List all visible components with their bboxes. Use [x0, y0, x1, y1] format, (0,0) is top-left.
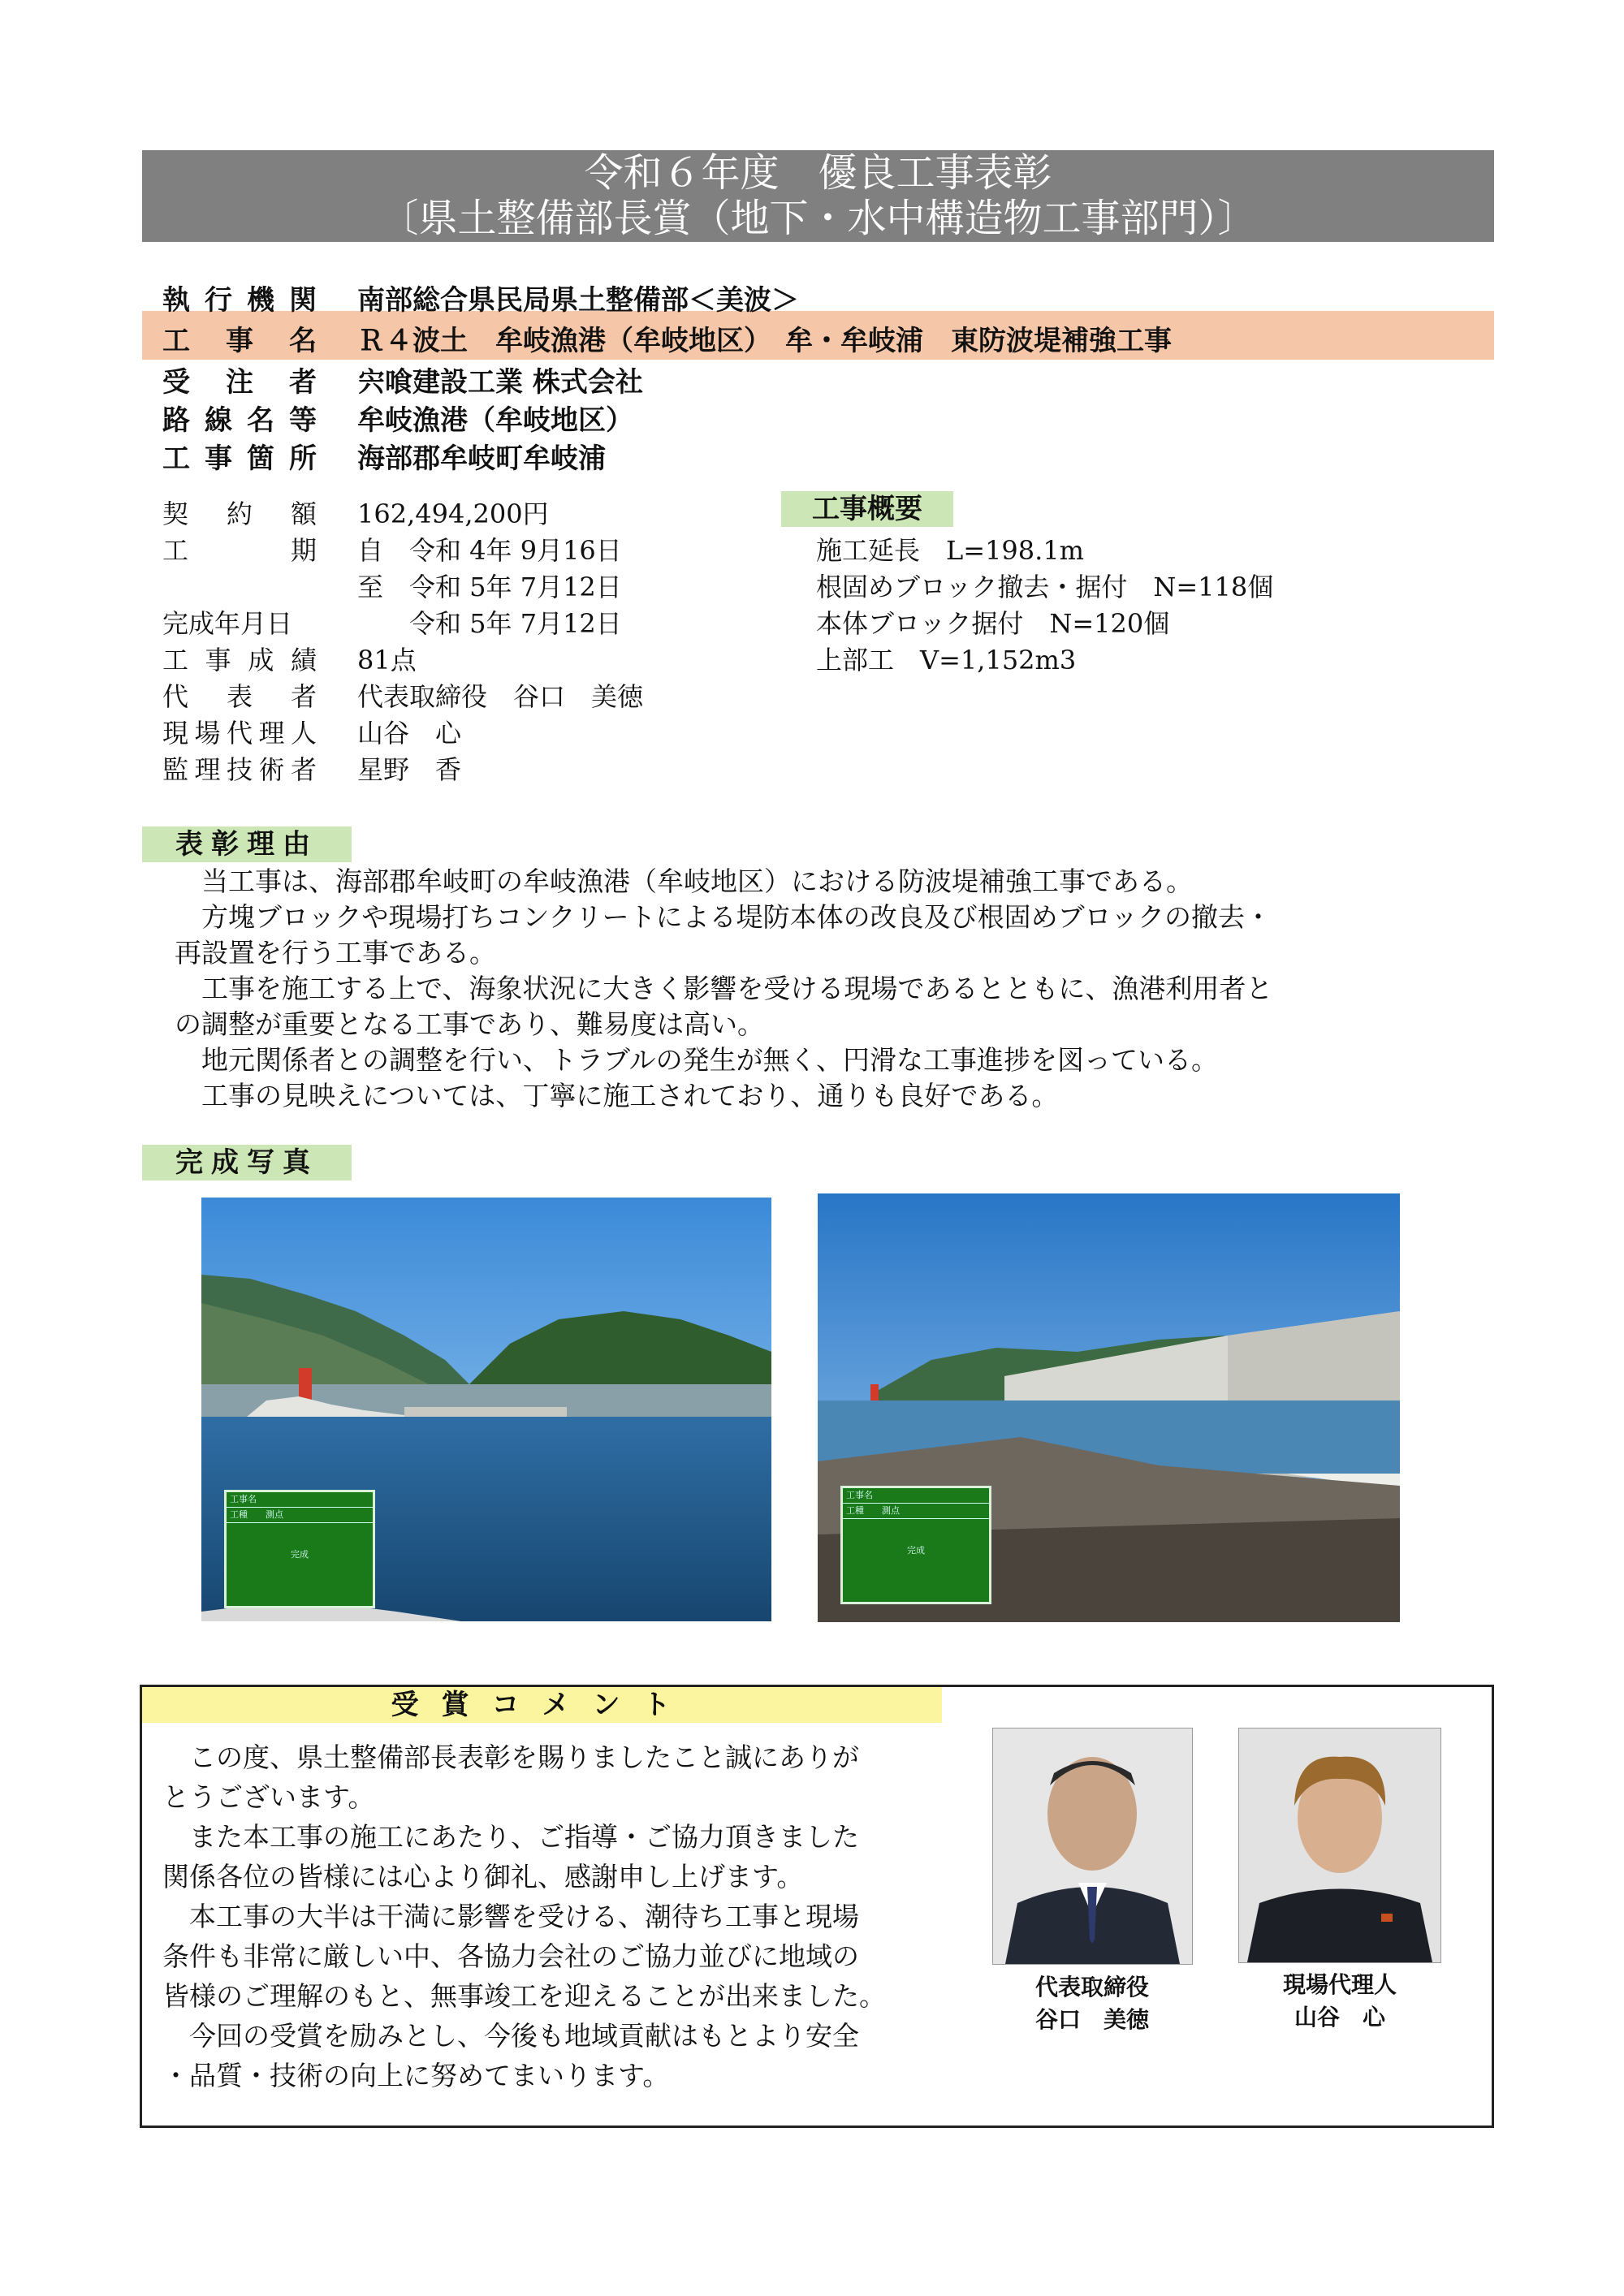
reason-line: 当工事は、海部郡牟岐町の牟岐漁港（牟岐地区）における防波堤補強工事である。 [175, 865, 1193, 897]
detail-label: 契約額 [162, 498, 317, 529]
representative-photo [993, 1728, 1192, 1964]
caption-name: 山谷 心 [1294, 2004, 1385, 2031]
portrait-representative [992, 1728, 1193, 1965]
detail-value: 162,494,200円 [357, 498, 549, 529]
comment-line: ・品質・技術の向上に努めてまいります。 [162, 2060, 670, 2091]
outline-item: 本体ブロック据付 N=120個 [816, 608, 1170, 639]
detail-value: 81点 [357, 645, 417, 675]
detail-label: 現場代理人 [162, 718, 317, 749]
comment-line: この度、県土整備部長表彰を賜りましたこと誠にありが [162, 1741, 859, 1773]
board-row: 工種 測点 [843, 1504, 989, 1519]
detail-value: 星野 香 [357, 754, 462, 785]
portrait-site-agent [1238, 1728, 1441, 1963]
completion-photo-1 [201, 1198, 771, 1621]
reason-line: 工事を施工する上で、海象状況に大きく影響を受ける現場であるとともに、漁港利用者と [175, 973, 1273, 1004]
board-row: 工事名 [227, 1492, 373, 1508]
summary-value: 宍喰建設工業 株式会社 [357, 366, 643, 399]
title-line-1: 令和６年度 優良工事表彰 [584, 150, 1052, 196]
outline-item: 上部工 V=1,152m3 [816, 645, 1077, 675]
summary-label: 路線名等 [162, 404, 317, 437]
reason-line: 方塊ブロックや現場打ちコンクリートによる堤防本体の改良及び根固めブロックの撤去・ [175, 901, 1272, 933]
summary-label: 受注者 [162, 366, 317, 399]
summary-value: 牟岐漁港（牟岐地区） [357, 404, 633, 437]
photo-heading: 完成写真 [142, 1145, 352, 1180]
caption-representative [974, 1971, 1210, 2036]
summary-label: 工事箇所 [162, 442, 317, 475]
detail-value: 自 令和 4年 9月16日 [357, 535, 622, 566]
comment-line: 皆様のご理解のもと、無事竣工を迎えることが出来ました。 [162, 1980, 886, 2012]
outline-item: 根固めブロック撤去・据付 N=118個 [816, 572, 1274, 602]
detail-value: 山谷 心 [357, 718, 462, 749]
detail-label: 工事成績 [162, 645, 317, 675]
award-comment-text [162, 1737, 962, 2095]
award-heading: 受賞コメント [142, 1687, 942, 1723]
detail-value: 代表取締役 谷口 美徳 [357, 681, 644, 712]
comment-line: 今回の受賞を励みとし、今後も地域貢献はもとより安全 [162, 2020, 859, 2052]
summary-label: 執行機関 [162, 284, 317, 317]
reason-line: 地元関係者との調整を行い、トラブルの発生が無く、円滑な工事進捗を図っている。 [175, 1044, 1219, 1076]
reason-text [175, 864, 1441, 1114]
board-row: 工種 測点 [227, 1508, 373, 1523]
reason-line: 工事の見映えについては、丁寧に施工されており、通りも良好である。 [175, 1080, 1059, 1111]
detail-label: 監理技術者 [162, 754, 317, 785]
site-board [840, 1486, 991, 1604]
site-board [224, 1490, 375, 1608]
comment-line: とうございます。 [162, 1781, 375, 1813]
comment-line: また本工事の施工にあたり、ご指導・ご協力頂きました [162, 1821, 859, 1853]
caption-site-agent [1222, 1969, 1458, 2034]
caption-role: 現場代理人 [1282, 1971, 1397, 1998]
comment-line: 条件も非常に厳しい中、各協力会社のご協力並びに地域の [162, 1940, 859, 1972]
title-line-2: 〔県土整備部長賞（地下・水中構造物工事部門）〕 [379, 196, 1257, 241]
reason-line: 再設置を行う工事である。 [175, 937, 496, 969]
summary-value: 海部郡牟岐町牟岐浦 [357, 442, 606, 475]
outline-heading: 工事概要 [781, 491, 953, 527]
caption-name: 谷口 美徳 [1034, 2006, 1149, 2033]
board-center-text: 完成 [907, 1545, 925, 1556]
detail-value: 令和 5年 7月12日 [357, 608, 622, 639]
summary-value: Ｒ４波土 牟岐漁港（牟岐地区） 牟・牟岐浦 東防波堤補強工事 [357, 325, 1172, 357]
reason-heading: 表彰理由 [142, 826, 352, 862]
reason-line: の調整が重要となる工事であり、難易度は高い。 [175, 1008, 764, 1040]
detail-value: 至 令和 5年 7月12日 [357, 572, 622, 602]
detail-label: 工期 [162, 535, 317, 566]
detail-label: 完成年月日 [162, 608, 293, 639]
summary-value: 南部総合県民局県土整備部＜美波＞ [357, 284, 799, 317]
board-row: 工事名 [843, 1488, 989, 1504]
board-center-text: 完成 [291, 1549, 309, 1560]
caption-role: 代表取締役 [1034, 1974, 1149, 2000]
detail-label: 代表者 [162, 681, 317, 712]
page-title [142, 150, 1494, 242]
completion-photo-2 [818, 1193, 1400, 1622]
summary-label: 工事名 [162, 325, 317, 357]
comment-line: 本工事の大半は干満に影響を受ける、潮待ち工事と現場 [162, 1901, 859, 1932]
site-agent-photo [1239, 1728, 1440, 1962]
comment-line: 関係各位の皆様には心より御礼、感謝申し上げます。 [162, 1861, 804, 1892]
outline-item: 施工延長 L=198.1m [816, 535, 1085, 566]
